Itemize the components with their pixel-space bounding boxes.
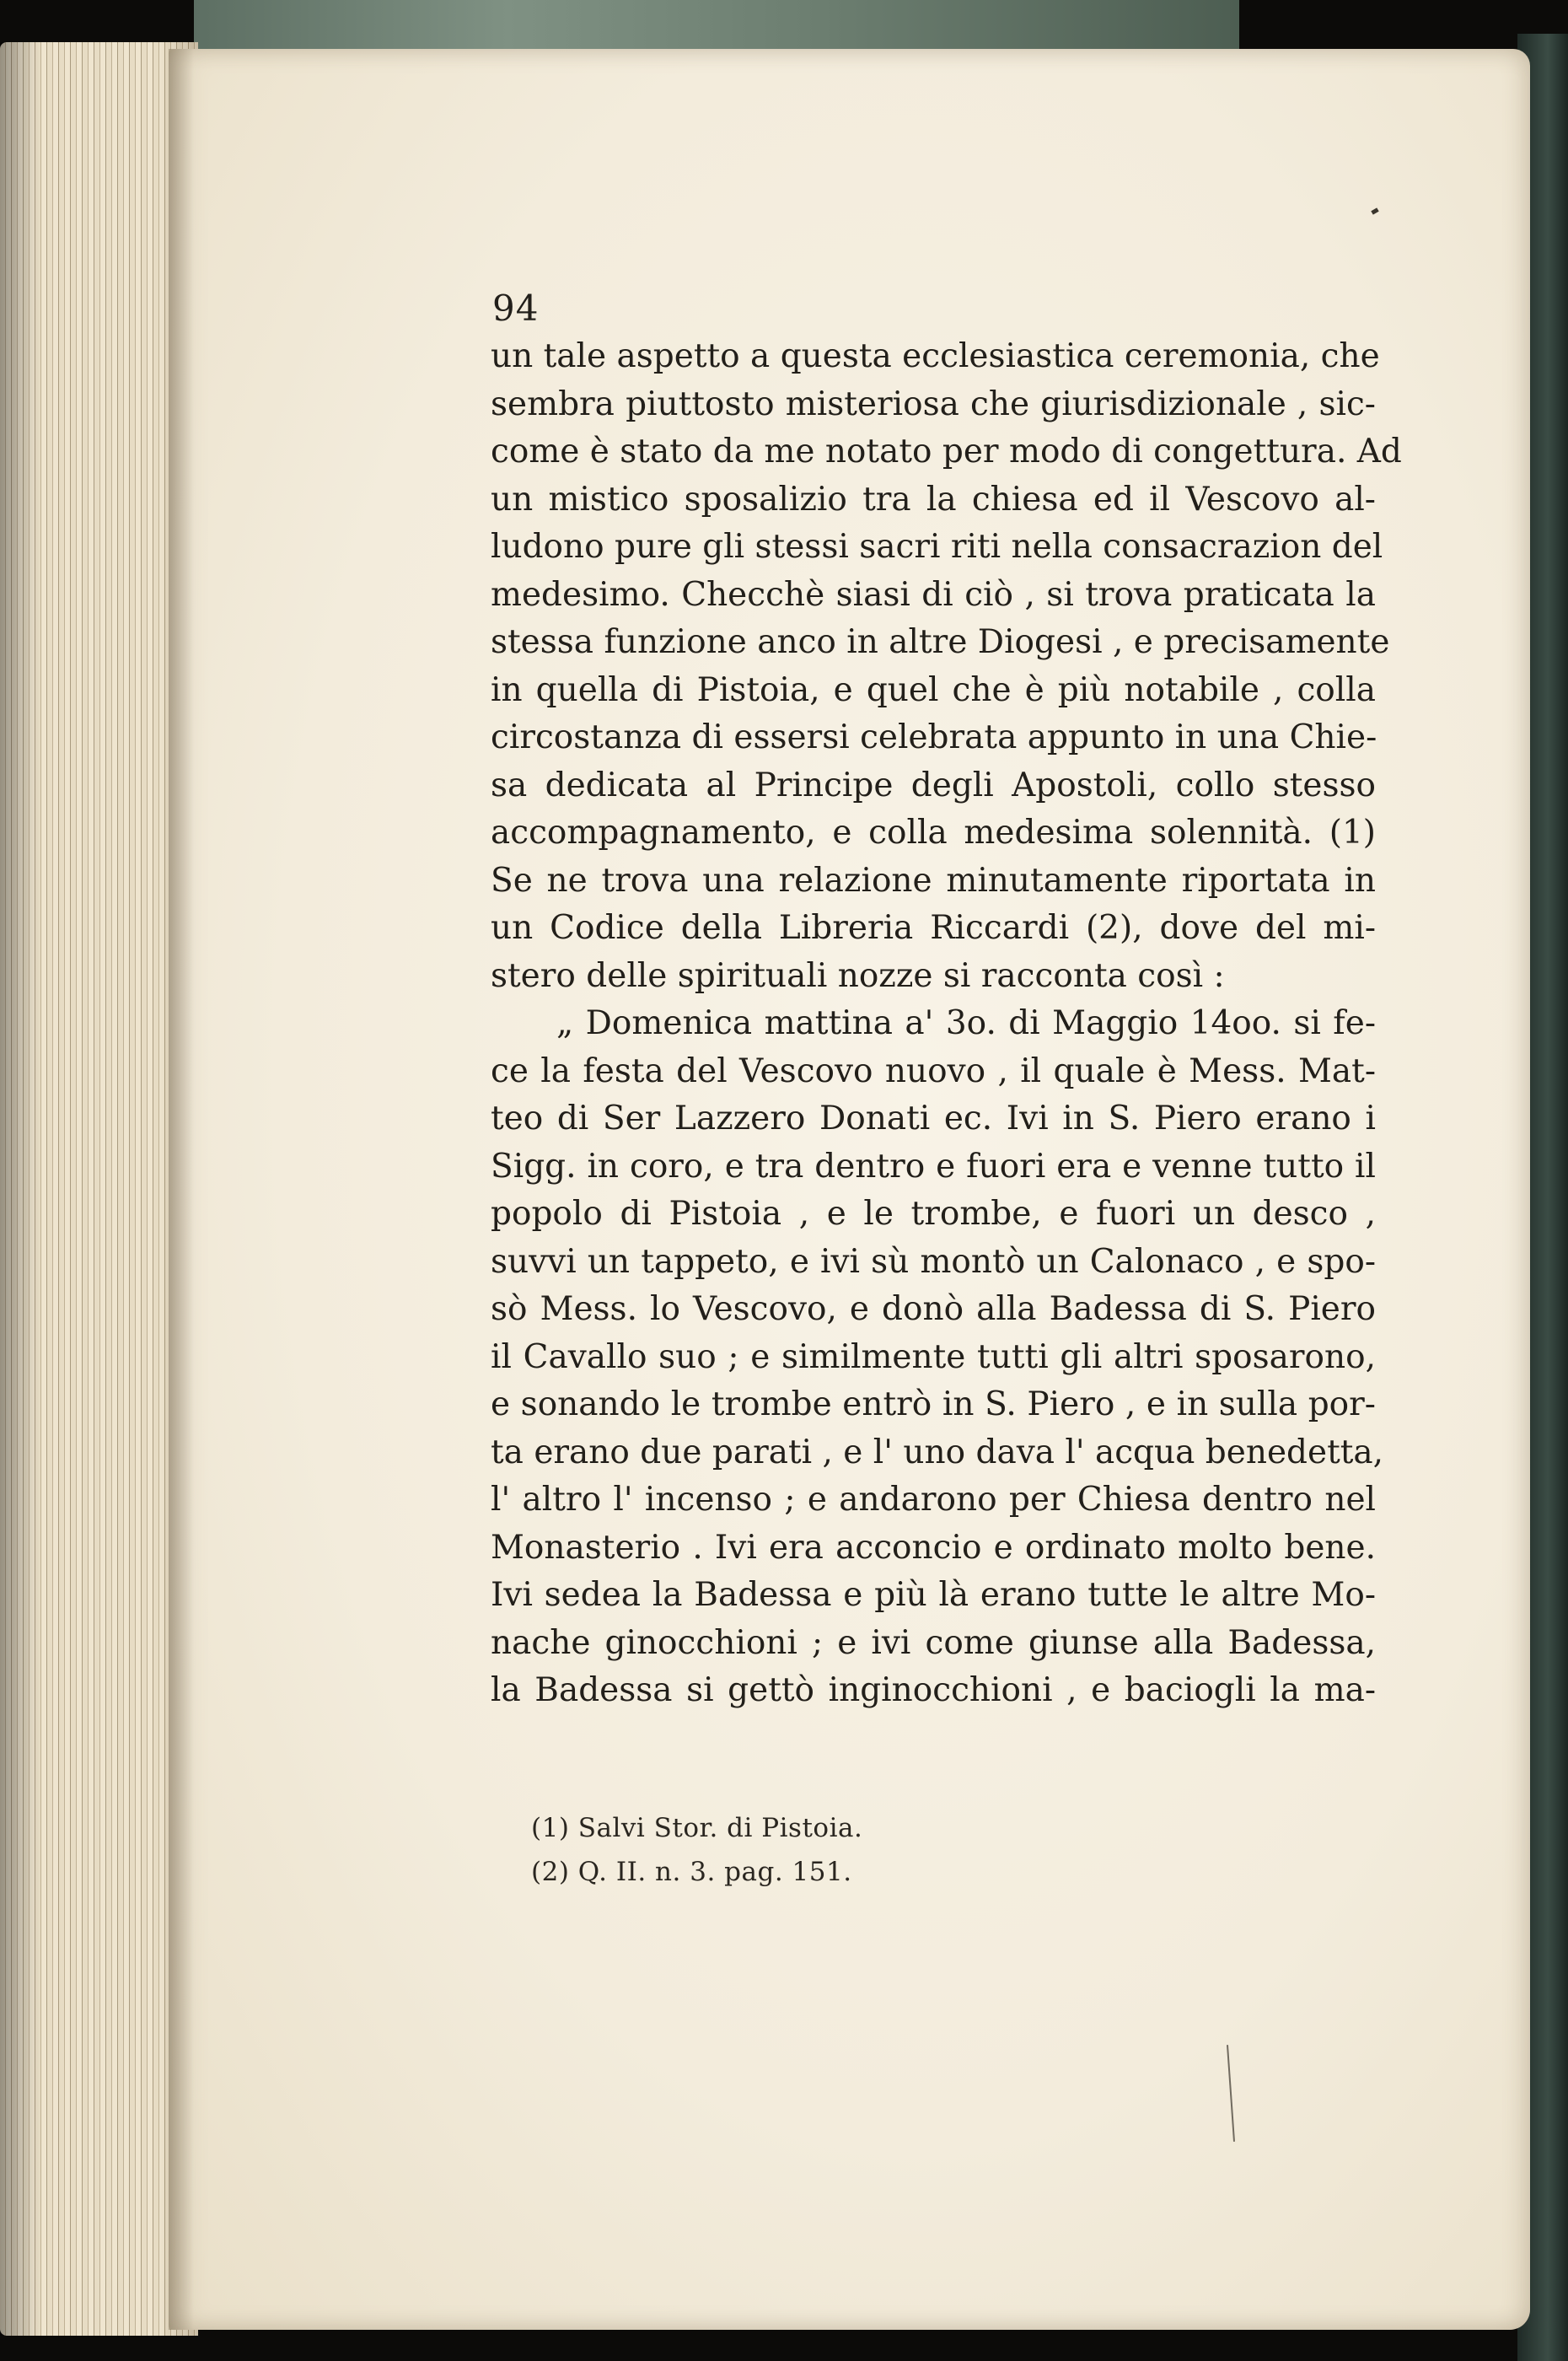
text-line: Ivi sedea la Badessa e più là erano tutte le altre Mo- [491,1576,1376,1614]
text-line: un tale aspetto a questa ecclesiastica ceremonia, che [491,337,1380,375]
text-line: nache ginocchioni ; e ivi come giunse alla Badessa, [491,1623,1376,1662]
text-line: come è stato da me notato per modo di congettura. Ad [491,433,1402,471]
text-line: ludono pure gli stessi sacri riti nella consacrazion del [491,528,1383,566]
text-line: Se ne trova una relazione minutamente riportata in [491,861,1376,900]
text-line: accompagnamento, e colla medesima solennità. (1) [491,814,1376,852]
text-line: e sonando le trombe entrò in S. Piero , e in sulla por- [491,1385,1376,1423]
text-line: la Badessa si gettò inginocchioni , e baciogli la ma- [491,1671,1376,1709]
text-line: ta erano due parati , e l' uno dava l' acqua benedetta, [491,1433,1384,1471]
text-line: sa dedicata al Principe degli Apostoli, collo stesso [491,766,1376,804]
text-line: „ Domenica mattina a' 3o. di Maggio 14oo. si fe- [556,1004,1376,1042]
text-line: Monasterio . Ivi era acconcio e ordinato molto bene. [491,1528,1376,1567]
text-line: in quella di Pistoia, e quel che è più notabile , colla [491,670,1376,709]
text-line: stessa funzione anco in altre Diogesi , e precisamente [491,623,1390,661]
text-line: stero delle spirituali nozze si racconta così : [491,956,1225,995]
text-line: sò Mess. lo Vescovo, e donò alla Badessa di S. Piero [491,1290,1376,1328]
text-line: un mistico sposalizio tra la chiesa ed il Vescovo al- [491,480,1376,519]
footnotes [531,1806,862,1894]
text-line: suvvi un tappeto, e ivi sù montò un Calonaco , e spo- [491,1242,1376,1281]
page-number: 94 [492,288,540,329]
text-line: ce la festa del Vescovo nuovo , il quale è Mess. Mat- [491,1051,1376,1090]
book-binding-top [194,0,1239,54]
page-text-block [491,288,1402,1715]
text-line: sembra piuttosto misteriosa che giurisdizionale , sic- [491,385,1376,423]
gutter-shadow [169,49,194,2330]
text-line: circostanza di essersi celebrata appunto in una Chie- [491,718,1377,756]
text-line: un Codice della Libreria Riccardi (2), dove del mi- [491,909,1376,947]
footnote: (2) Q. II. n. 3. pag. 151. [531,1857,852,1887]
text-line: teo di Ser Lazzero Donati ec. Ivi in S. Piero erano i [491,1100,1376,1137]
text-line: popolo di Pistoia , e le trombe, e fuori un desco , [491,1195,1376,1233]
text-line: il Cavallo suo ; e similmente tutti gli altri sposarono, [491,1337,1376,1376]
text-line: l' altro l' incenso ; e andarono per Chiesa dentro nel [491,1481,1376,1519]
text-line: Sigg. in coro, e tra dentro e fuori era e venne tutto il [491,1147,1376,1186]
text-line: medesimo. Checchè siasi di ciò , si trova praticata la [491,575,1376,614]
footnote: (1) Salvi Stor. di Pistoia. [531,1813,863,1843]
